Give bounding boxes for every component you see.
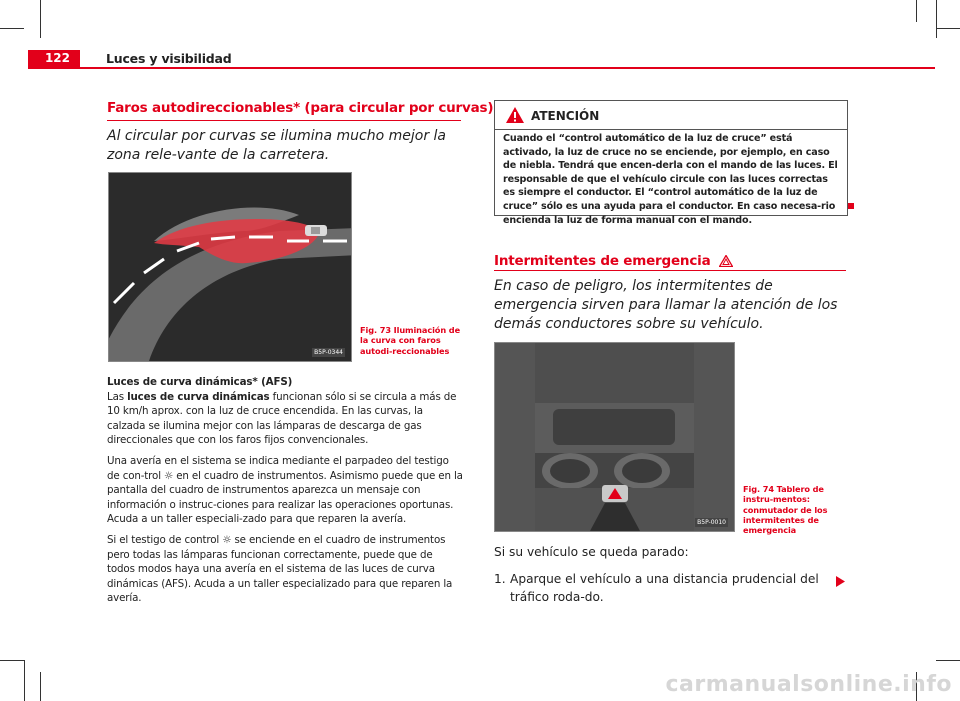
hazard-switch-diagram <box>495 343 734 531</box>
step-text: Aparque el vehículo a una distancia prudencial del tráfico roda-do. <box>510 572 819 604</box>
step-number: 1. <box>494 572 506 586</box>
warning-box <box>494 100 848 226</box>
page-number-tab <box>28 50 80 69</box>
section-title-hazard-text: Intermitentes de emergencia <box>494 253 711 269</box>
continue-arrow-icon <box>836 576 845 587</box>
hazard-triangle-icon <box>719 255 733 267</box>
end-marker <box>848 203 854 209</box>
para3: Si el testigo de control ☼ se enciende en el cuadro de instrumentos pero todas las lámparas funcionan correctamente, puede que de todos modos haya una avería en el sistema de las luces de curva dinámicas (AFS). Acuda a un taller especializado para que reparen la avería. <box>107 533 453 605</box>
section-lead-hazard: En caso de peligro, los intermitentes de emergencia sirven para llamar la atención de los demás conductores sobre su vehículo. <box>494 278 838 332</box>
running-title: Luces y visibilidad <box>106 51 232 66</box>
crop-mark <box>936 660 960 661</box>
figure-74-illustration <box>494 342 735 532</box>
steps-list <box>494 571 844 606</box>
section-rule <box>107 120 461 121</box>
warning-title: ATENCIÓN <box>531 109 600 123</box>
para2: Una avería en el sistema se indica mediante el parpadeo del testigo de con-trol ☼ en el cuadro de instrumentos. Asimismo puede que en la pantalla del cuadro de instrumentos aparezca un mensaje con información o instruc-ciones para realizar las operaciones oportunas. Acuda a un taller especiali-zado para que reparen la avería. <box>107 454 463 526</box>
watermark: carmanualsonline.info <box>665 672 952 697</box>
crop-mark <box>40 0 41 38</box>
subheading-afs: Luces de curva dinámicas* (AFS) <box>107 376 293 388</box>
figure-74-caption: Fig. 74 Tablero de instru-mentos: conmutador de los intermitentes de emergencia <box>743 484 828 536</box>
crop-mark <box>0 660 24 661</box>
curve-illumination-diagram <box>109 173 351 361</box>
para1-prefix: Las <box>107 390 128 403</box>
section-rule <box>494 270 846 271</box>
crop-mark <box>0 28 24 29</box>
section-title-afs: Faros autodireccionables* (para circular por curvas) <box>107 100 494 116</box>
para1-rest: funcionan sólo si se circula a más de 10 km/h aprox. con la luz de cruce encendida. En las curvas, la calzada se ilumina mejor con las lámparas de descarga de gas direccionales que con los faros fijos convencionales. <box>107 390 457 447</box>
figure-73-caption: Fig. 73 Iluminación de la curva con faros autodi-reccionables <box>360 325 461 356</box>
warning-text: Cuando el “control automático de la luz de cruce” está activado, la luz de cruce no se enciende, por ejemplo, en caso de niebla. Tendrá que encen-derla con el mando de las luces. El responsable de que el vehículo circule con las luces correctas es siempre el conductor. El “control automático de la luz de cruce” sólo es una ayuda para el conductor. En caso necesa-rio encienda la luz de forma manual con el mando. <box>503 133 838 226</box>
stop-intro: Si su vehículo se queda parado: <box>494 545 689 559</box>
figure-id: B5P-0010 <box>697 519 726 526</box>
figure-id: B5P-0344 <box>314 349 343 356</box>
crop-mark <box>24 660 25 701</box>
para1-bold-term: luces de curva dinámicas <box>127 390 270 403</box>
step-item <box>494 571 844 606</box>
crop-mark <box>916 0 917 22</box>
crop-mark <box>936 28 960 29</box>
warning-header <box>495 101 847 130</box>
warning-triangle-icon <box>505 106 525 124</box>
header-rule <box>80 67 935 69</box>
afs-body-text <box>107 375 463 612</box>
crop-mark <box>936 0 937 38</box>
page-number: 122 <box>44 51 70 65</box>
section-lead-afs: Al circular por curvas se ilumina mucho mejor la zona rele-vante de la carretera. <box>107 128 447 163</box>
crop-mark <box>40 672 41 701</box>
figure-73-illustration <box>108 172 352 362</box>
section-title-hazard <box>494 253 733 269</box>
